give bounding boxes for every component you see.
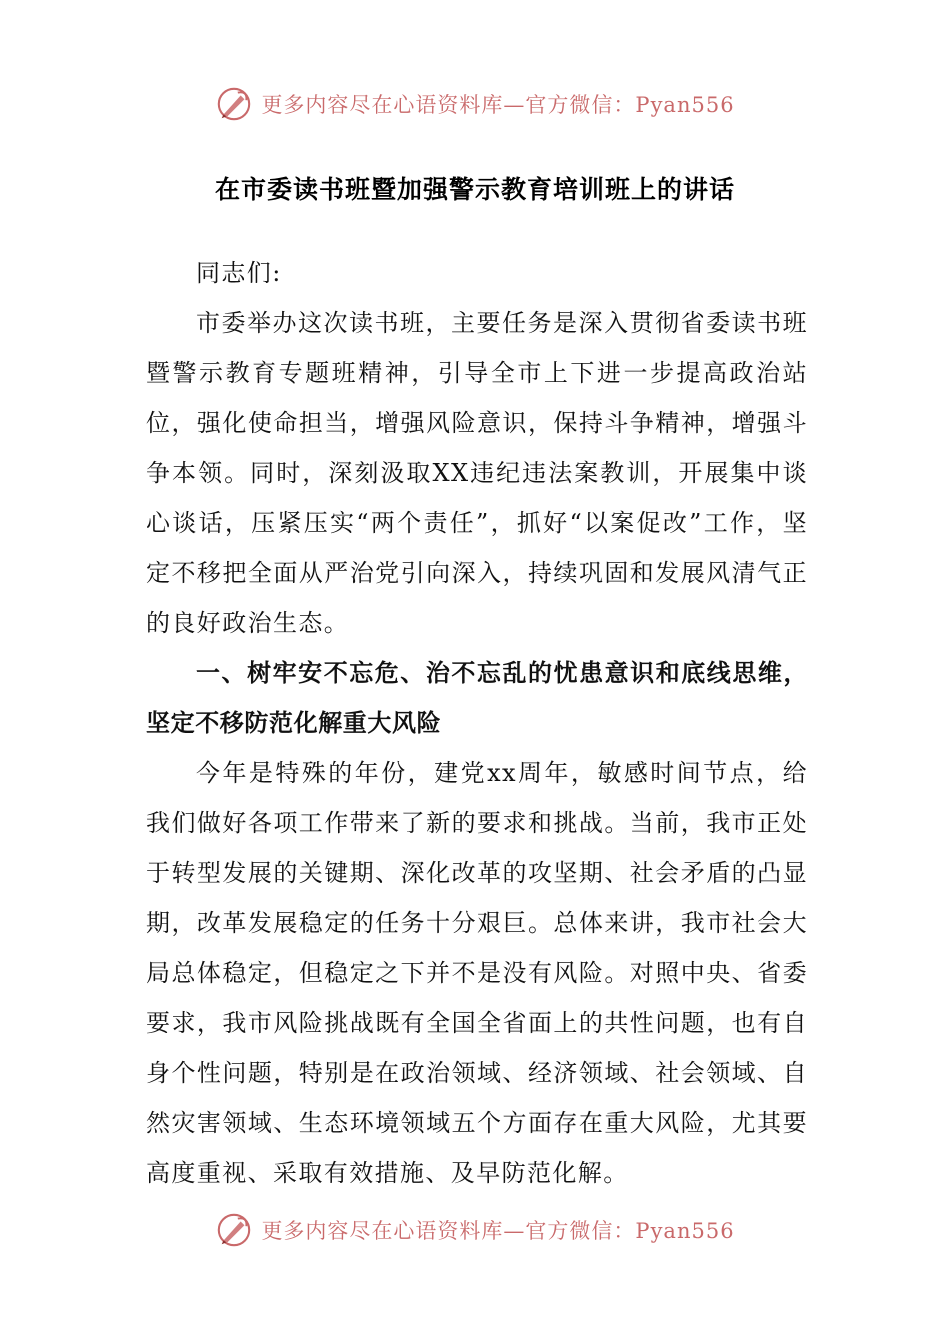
section-heading-1: 一、树牢安不忘危、治不忘乱的忧患意识和底线思维，坚定不移防范化解重大风险 [146,659,808,737]
pen-logo-icon [215,85,253,123]
watermark-banner-top [0,82,950,126]
salutation: 同志们: [196,259,282,287]
paragraph-intro: 市委举办这次读书班，主要任务是深入贯彻省委读书班暨警示教育专题班精神，引导全市上下进一步提高政治站位，强化使命担当，增强风险意识，保持斗争精神，增强斗争本领。同时，深刻汲取XX违纪违法案教训，开展集中谈心谈话，压紧压实“两个责任”，抓好“以案促改”工作，坚定不移把全面从严治党引向深入，持续巩固和发展风清气正的良好政治生态。 [146,309,808,637]
document-title: 在市委读书班暨加强警示教育培训班上的讲话 [214,175,735,204]
document-body [146,248,808,1198]
watermark-banner-bottom [0,1208,950,1252]
watermark-text: 更多内容尽在心语资料库—官方微信：Pyan556 [261,1219,735,1243]
watermark-text: 更多内容尽在心语资料库—官方微信：Pyan556 [261,93,735,117]
pen-logo-icon [215,1211,253,1249]
paragraph-section-1: 今年是特殊的年份，建党xx周年，敏感时间节点，给我们做好各项工作带来了新的要求和挑战。当前，我市正处于转型发展的关键期、深化改革的攻坚期、社会矛盾的凸显期，改革发展稳定的任务十分艰巨。总体来讲，我市社会大局总体稳定，但稳定之下并不是没有风险。对照中央、省委要求，我市风险挑战既有全国全省面上的共性问题，也有自身个性问题，特别是在政治领域、经济领域、社会领域、自然灾害领域、生态环境领域五个方面存在重大风险，尤其要高度重视、采取有效措施、及早防范化解。 [146,759,808,1187]
